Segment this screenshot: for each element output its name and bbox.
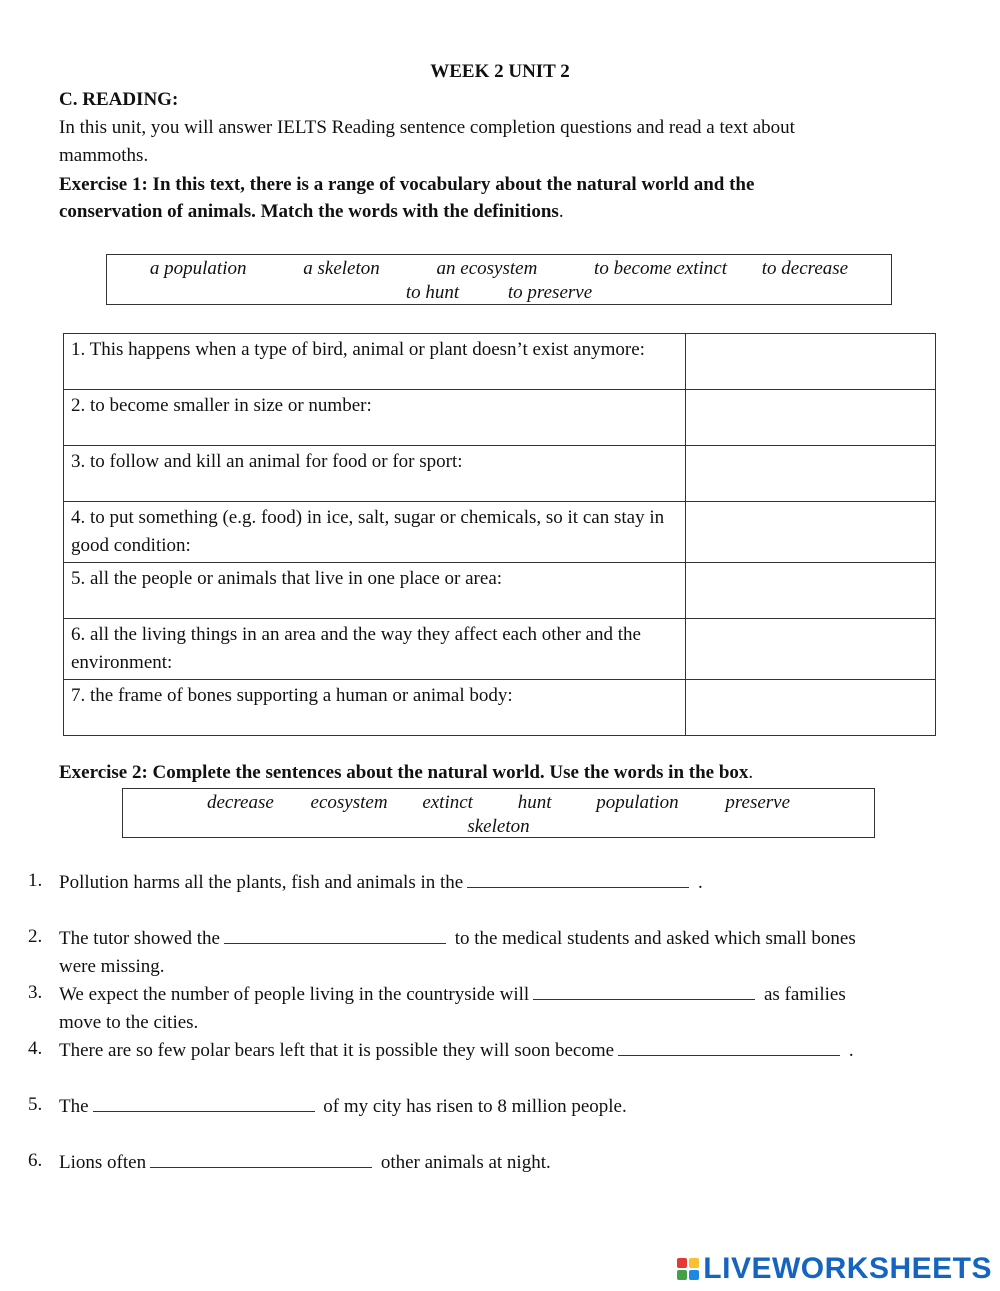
intro-line-2: mammoths. — [59, 145, 149, 166]
worksheet-title: WEEK 2 UNIT 2 — [430, 61, 570, 82]
question-text-after: . — [848, 1040, 854, 1061]
word-box-item: a skeleton — [303, 258, 380, 279]
exercise1-instruction-period: . — [558, 201, 564, 222]
definition-cell: 1. This happens when a type of bird, animal or plant doesn’t exist anymore: — [64, 334, 686, 390]
table-row — [64, 390, 936, 446]
question-5 — [28, 1091, 948, 1121]
exercise2-word-box — [122, 788, 875, 838]
answer-blank-6[interactable] — [150, 1147, 372, 1168]
logo-block — [689, 1270, 699, 1280]
question-text-after: as families — [763, 984, 846, 1005]
logo-block — [677, 1270, 687, 1280]
logo-block — [689, 1258, 699, 1268]
question-text-before: The — [59, 1096, 89, 1117]
answer-cell — [686, 680, 936, 736]
word-box-item: preserve — [725, 792, 791, 813]
table-row — [64, 446, 936, 502]
answer-cell — [686, 446, 936, 502]
answer-cell — [686, 563, 936, 619]
table-row — [64, 502, 936, 563]
exercise2-instruction-period: . — [748, 762, 754, 783]
question-number: 6. — [28, 1150, 43, 1171]
logo-block — [677, 1258, 687, 1268]
exercise1-instruction-line-1: Exercise 1: In this text, there is a range of vocabulary about the natural world and the — [59, 174, 755, 195]
answer-input-1[interactable] — [686, 334, 935, 388]
definition-cell: 7. the frame of bones supporting a human or animal body: — [64, 680, 686, 736]
question-text-after: . — [697, 872, 703, 893]
answer-input-3[interactable] — [686, 446, 935, 500]
word-box-item: a population — [149, 258, 247, 279]
definition-cell: 5. all the people or animals that live in one place or area: — [64, 563, 686, 619]
definitions-table — [63, 333, 936, 736]
word-box-item: hunt — [517, 792, 552, 813]
question-text-after: other animals at night. — [380, 1152, 551, 1173]
word-box-item: to preserve — [507, 282, 593, 303]
question-text-before: Pollution harms all the plants, fish and animals in the — [59, 872, 464, 893]
word-box-item: extinct — [422, 792, 473, 813]
answer-input-5[interactable] — [686, 563, 935, 617]
question-number: 1. — [28, 870, 43, 891]
question-1 — [28, 867, 948, 897]
answer-blank-2[interactable] — [224, 923, 446, 944]
word-box-item: skeleton — [467, 816, 530, 837]
word-box-item: population — [596, 792, 679, 813]
table-row — [64, 563, 936, 619]
exercise1-instruction-text: conservation of animals. Match the words with the definitions — [59, 201, 559, 222]
word-box-item: ecosystem — [310, 792, 388, 813]
table-row — [64, 619, 936, 680]
question-number: 2. — [28, 926, 43, 947]
answer-blank-1[interactable] — [467, 867, 689, 888]
question-4 — [28, 1035, 948, 1065]
word-box-item: an ecosystem — [436, 258, 538, 279]
intro-line-1: In this unit, you will answer IELTS Reading sentence completion questions and read a text about — [59, 117, 795, 138]
answer-blank-5[interactable] — [93, 1091, 315, 1112]
word-box-item: to hunt — [405, 282, 460, 303]
question-3 — [28, 979, 948, 1037]
question-text-after: of my city has risen to 8 million people. — [323, 1096, 627, 1117]
question-number: 5. — [28, 1094, 43, 1115]
answer-cell — [686, 619, 936, 680]
question-number: 4. — [28, 1038, 43, 1059]
exercise2-instruction — [59, 759, 753, 787]
definition-cell: 3. to follow and kill an animal for food or for sport: — [64, 446, 686, 502]
answer-cell — [686, 390, 936, 446]
definition-cell: 4. to put something (e.g. food) in ice, salt, sugar or chemicals, so it can stay in good condition: — [64, 502, 686, 563]
exercise1-word-box — [106, 254, 892, 305]
answer-input-2[interactable] — [686, 390, 935, 444]
exercise1-instruction-line-2 — [59, 198, 564, 226]
answer-blank-3[interactable] — [533, 979, 755, 1000]
question-text-before: Lions often — [59, 1152, 147, 1173]
answer-input-6[interactable] — [686, 619, 935, 673]
logo-blocks-icon — [677, 1258, 699, 1280]
question-text-line2: move to the cities. — [59, 1012, 199, 1033]
definition-cell: 2. to become smaller in size or number: — [64, 390, 686, 446]
question-text-before: The tutor showed the — [59, 928, 220, 949]
logo-text: LIVEWORKSHEETS — [703, 1252, 992, 1285]
section-heading: C. READING: — [59, 89, 179, 110]
table-row — [64, 680, 936, 736]
table-row — [64, 334, 936, 390]
question-2 — [28, 923, 948, 981]
question-text-after: to the medical students and asked which small bones — [454, 928, 856, 949]
question-text-before: There are so few polar bears left that it is possible they will soon become — [59, 1040, 615, 1061]
answer-cell — [686, 502, 936, 563]
exercise2-instruction-text: Exercise 2: Complete the sentences about the natural world. Use the words in the box — [59, 762, 749, 783]
word-box-item: decrease — [206, 792, 274, 813]
answer-cell — [686, 334, 936, 390]
word-box-item: to decrease — [761, 258, 849, 279]
answer-blank-4[interactable] — [618, 1035, 840, 1056]
word-box-item: to become extinct — [594, 258, 727, 279]
answer-input-4[interactable] — [686, 502, 935, 556]
answer-input-7[interactable] — [686, 680, 935, 734]
question-text-line2: were missing. — [59, 956, 165, 977]
question-6 — [28, 1147, 948, 1177]
question-number: 3. — [28, 982, 43, 1003]
liveworksheets-logo — [677, 1252, 992, 1286]
question-text-before: We expect the number of people living in the countryside will — [59, 984, 530, 1005]
definition-cell: 6. all the living things in an area and the way they affect each other and the environment: — [64, 619, 686, 680]
